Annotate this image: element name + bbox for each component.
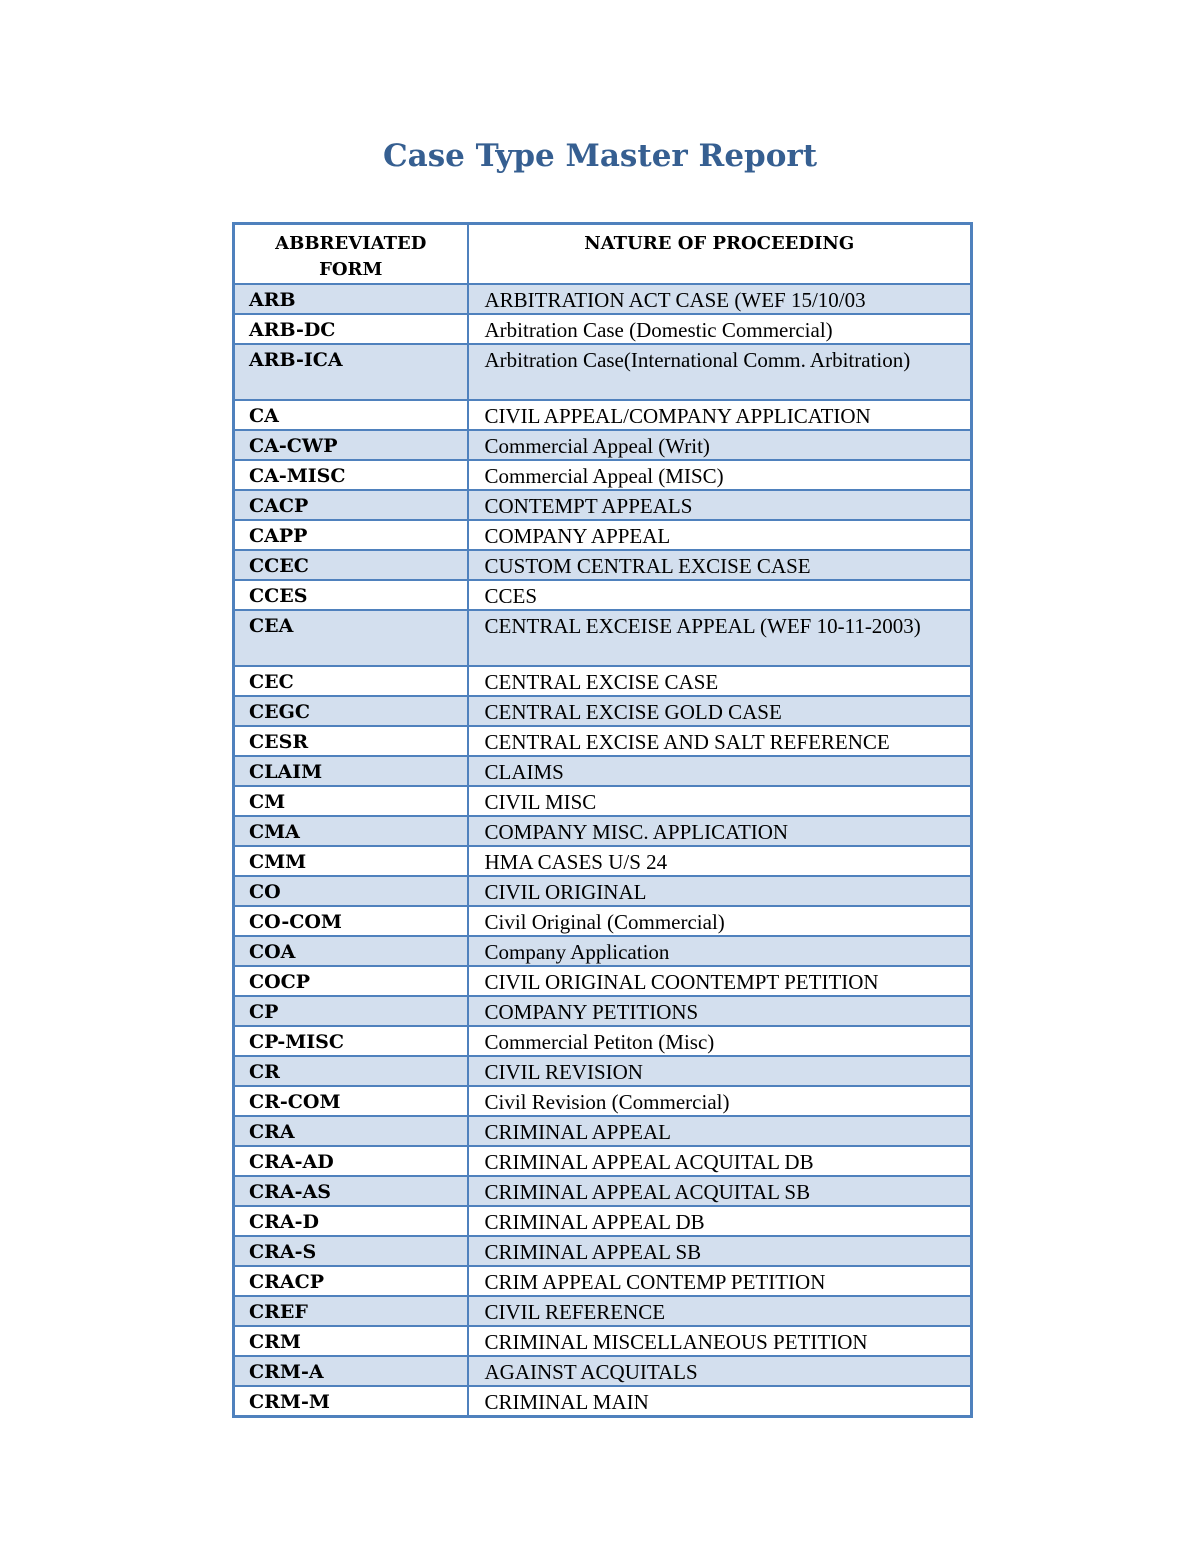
table-row [234,1386,972,1417]
table-row [234,1266,972,1296]
abbreviation-cell: CEC [234,666,468,696]
abbreviation-cell: COCP [234,966,468,996]
abbreviation-cell: CRA-AD [234,1146,468,1176]
table-row [234,490,972,520]
table-row [234,696,972,726]
abbreviation-cell: CCEC [234,550,468,580]
abbreviation-cell: CEGC [234,696,468,726]
abbreviation-cell: COA [234,936,468,966]
table-row [234,1026,972,1056]
nature-cell: CIVIL APPEAL/COMPANY APPLICATION [468,400,972,430]
table-row [234,1296,972,1326]
table-row [234,816,972,846]
nature-cell: CLAIMS [468,756,972,786]
abbreviation-cell: CRA-D [234,1206,468,1236]
abbreviation-cell: CMM [234,846,468,876]
table-row [234,1236,972,1266]
nature-cell: CIVIL REVISION [468,1056,972,1086]
abbreviation-cell: CRA [234,1116,468,1146]
table-row [234,1326,972,1356]
nature-cell: Commercial Petiton (Misc) [468,1026,972,1056]
nature-cell: COMPANY MISC. APPLICATION [468,816,972,846]
nature-cell: Commercial Appeal (Writ) [468,430,972,460]
table-row [234,1356,972,1386]
table-row [234,1116,972,1146]
table-header-row [234,224,972,285]
table-row [234,1056,972,1086]
abbreviation-cell: CRA-AS [234,1176,468,1206]
table-row [234,314,972,344]
abbreviation-cell: CO-COM [234,906,468,936]
case-type-table [232,222,973,1418]
abbreviation-cell: ARB [234,284,468,314]
table-row [234,550,972,580]
nature-cell: CRIMINAL APPEAL [468,1116,972,1146]
nature-cell: CRIMINAL APPEAL DB [468,1206,972,1236]
table-row [234,520,972,550]
nature-cell: CRIMINAL MISCELLANEOUS PETITION [468,1326,972,1356]
abbreviation-cell: ARB-ICA [234,344,468,400]
nature-cell: CUSTOM CENTRAL EXCISE CASE [468,550,972,580]
table-body [234,284,972,1417]
abbreviation-cell: CA-CWP [234,430,468,460]
nature-cell: CRIMINAL MAIN [468,1386,972,1417]
abbreviation-cell: CA-MISC [234,460,468,490]
nature-cell: Civil Revision (Commercial) [468,1086,972,1116]
nature-cell: CENTRAL EXCISE CASE [468,666,972,696]
nature-cell: CIVIL REFERENCE [468,1296,972,1326]
table-row [234,846,972,876]
table-row [234,876,972,906]
nature-cell: COMPANY APPEAL [468,520,972,550]
abbreviation-cell: CLAIM [234,756,468,786]
abbreviation-cell: CR-COM [234,1086,468,1116]
table-row [234,726,972,756]
table-row [234,1086,972,1116]
nature-cell: CENTRAL EXCISE AND SALT REFERENCE [468,726,972,756]
nature-cell: CCES [468,580,972,610]
table-row [234,1146,972,1176]
table-row [234,460,972,490]
nature-cell: ARBITRATION ACT CASE (WEF 15/10/03 [468,284,972,314]
nature-cell: Arbitration Case(International Comm. Arbitration) [468,344,972,400]
table-row [234,936,972,966]
header-abbreviated-form: ABBREVIATED FORM [234,224,468,285]
nature-cell: HMA CASES U/S 24 [468,846,972,876]
abbreviation-cell: CMA [234,816,468,846]
nature-cell: CRIM APPEAL CONTEMP PETITION [468,1266,972,1296]
nature-cell: CENTRAL EXCISE GOLD CASE [468,696,972,726]
table-row [234,996,972,1026]
table-row [234,1176,972,1206]
nature-cell: Commercial Appeal (MISC) [468,460,972,490]
abbreviation-cell: CRA-S [234,1236,468,1266]
nature-cell: COMPANY PETITIONS [468,996,972,1026]
abbreviation-cell: CEA [234,610,468,666]
nature-cell: CIVIL ORIGINAL COONTEMPT PETITION [468,966,972,996]
abbreviation-cell: CREF [234,1296,468,1326]
nature-cell: Civil Original (Commercial) [468,906,972,936]
report-title: Case Type Master Report [382,138,818,174]
nature-cell: Company Application [468,936,972,966]
nature-cell: CENTRAL EXCEISE APPEAL (WEF 10-11-2003) [468,610,972,666]
nature-cell: CIVIL MISC [468,786,972,816]
abbreviation-cell: ARB-DC [234,314,468,344]
abbreviation-cell: CR [234,1056,468,1086]
abbreviation-cell: CESR [234,726,468,756]
table-row [234,430,972,460]
table-row [234,666,972,696]
abbreviation-cell: CP [234,996,468,1026]
abbreviation-cell: CA [234,400,468,430]
abbreviation-cell: CAPP [234,520,468,550]
abbreviation-cell: CRM [234,1326,468,1356]
table-row [234,1206,972,1236]
abbreviation-cell: CM [234,786,468,816]
abbreviation-cell: CRACP [234,1266,468,1296]
table-row [234,786,972,816]
nature-cell: CIVIL ORIGINAL [468,876,972,906]
table-row [234,610,972,666]
nature-cell: Arbitration Case (Domestic Commercial) [468,314,972,344]
nature-cell: CRIMINAL APPEAL ACQUITAL SB [468,1176,972,1206]
nature-cell: CRIMINAL APPEAL SB [468,1236,972,1266]
abbreviation-cell: CCES [234,580,468,610]
header-nature-of-proceeding: NATURE OF PROCEEDING [468,224,972,285]
nature-cell: AGAINST ACQUITALS [468,1356,972,1386]
abbreviation-cell: CRM-M [234,1386,468,1417]
abbreviation-cell: CACP [234,490,468,520]
table-row [234,344,972,400]
table-row [234,906,972,936]
abbreviation-cell: CO [234,876,468,906]
nature-cell: CRIMINAL APPEAL ACQUITAL DB [468,1146,972,1176]
abbreviation-cell: CP-MISC [234,1026,468,1056]
table-row [234,966,972,996]
abbreviation-cell: CRM-A [234,1356,468,1386]
nature-cell: CONTEMPT APPEALS [468,490,972,520]
table-row [234,580,972,610]
table-row [234,400,972,430]
table-row [234,284,972,314]
table-row [234,756,972,786]
